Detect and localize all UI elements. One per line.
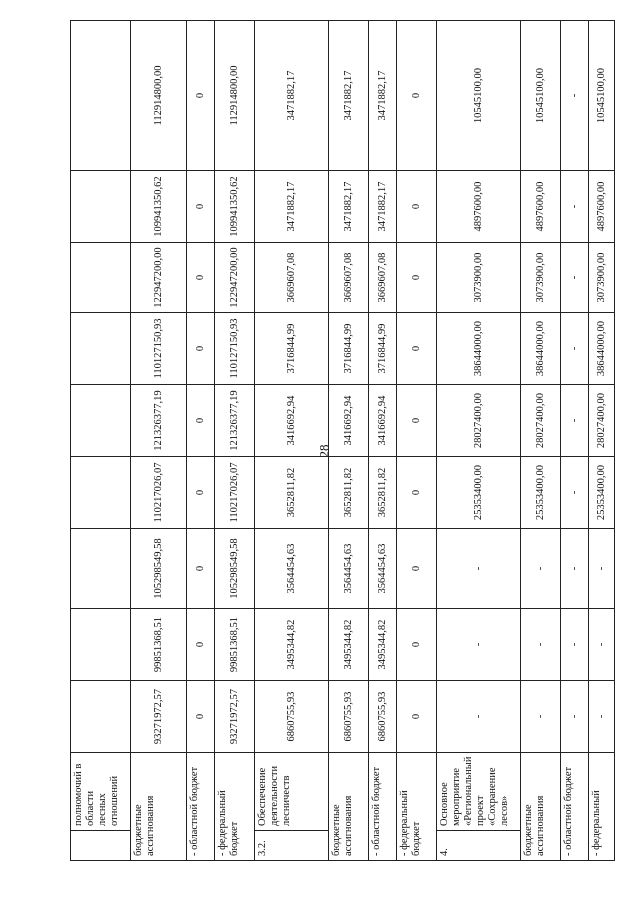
row-number-cell: 4.	[437, 831, 521, 861]
value-cell: -	[521, 609, 561, 681]
value-cell: 3073900,00	[589, 243, 615, 313]
value-cell: 28027400,00	[589, 385, 615, 457]
value-cell: 0	[397, 243, 437, 313]
table-row	[437, 21, 521, 861]
value-cell: 3564454,63	[369, 529, 397, 609]
value-cell: -	[589, 529, 615, 609]
value-cell: 110127150,93	[131, 313, 187, 385]
value-cell: 110217026,07	[215, 457, 255, 529]
value-cell	[71, 681, 131, 753]
value-cell: 3669607,08	[255, 243, 329, 313]
value-cell: 28027400,00	[521, 385, 561, 457]
value-cell: 122947200,00	[215, 243, 255, 313]
value-cell: 121326377,19	[215, 385, 255, 457]
row-label-cell: Основное мероприятие «Региональный проект «Сохранение лесов»	[437, 753, 521, 831]
value-cell: 0	[187, 313, 215, 385]
value-cell: 3073900,00	[521, 243, 561, 313]
value-cell: 112914800,00	[215, 21, 255, 171]
value-cell: 0	[187, 457, 215, 529]
value-cell: -	[589, 609, 615, 681]
table-row	[131, 21, 187, 861]
value-cell: 112914800,00	[131, 21, 187, 171]
value-cell: 25353400,00	[589, 457, 615, 529]
value-cell: 0	[187, 529, 215, 609]
value-cell: 10545100,00	[521, 21, 561, 171]
value-cell: 3669607,08	[329, 243, 369, 313]
value-cell: -	[589, 681, 615, 753]
value-cell: 3471882,17	[255, 21, 329, 171]
value-cell: 3716844,99	[329, 313, 369, 385]
value-cell: 10545100,00	[437, 21, 521, 171]
value-cell: 0	[187, 609, 215, 681]
value-cell	[71, 171, 131, 243]
table-row	[589, 21, 615, 861]
value-cell: -	[561, 21, 589, 171]
value-cell: -	[437, 681, 521, 753]
value-cell: 109941350,62	[131, 171, 187, 243]
value-cell: -	[561, 681, 589, 753]
value-cell: 3652811,82	[255, 457, 329, 529]
table-row	[187, 21, 215, 861]
value-cell: -	[437, 609, 521, 681]
value-cell: 105298549,58	[131, 529, 187, 609]
value-cell: 25353400,00	[437, 457, 521, 529]
row-label-cell: - областной бюджет	[369, 753, 397, 861]
table-row	[255, 21, 329, 861]
row-label-cell: бюджетные ассигнования	[521, 753, 561, 861]
budget-table	[70, 20, 615, 861]
value-cell: 10545100,00	[589, 21, 615, 171]
page-number: 28	[316, 444, 332, 458]
row-label-cell: - областной бюджет	[561, 753, 589, 861]
value-cell: 0	[397, 681, 437, 753]
value-cell: 0	[397, 609, 437, 681]
value-cell: 38644000,00	[437, 313, 521, 385]
row-label-cell: - федеральный	[589, 753, 615, 861]
value-cell: 0	[397, 529, 437, 609]
value-cell: 3416692,94	[329, 385, 369, 457]
row-label-cell: полномочий в области лесных отношений	[71, 753, 131, 831]
value-cell: 38644000,00	[521, 313, 561, 385]
row-label-cell: бюджетные ассигнования	[131, 753, 187, 861]
value-cell: 3471882,17	[329, 21, 369, 171]
value-cell: 110217026,07	[131, 457, 187, 529]
value-cell: 4897600,00	[589, 171, 615, 243]
value-cell: -	[521, 529, 561, 609]
row-label-cell: бюджетные ассигнования	[329, 753, 369, 861]
value-cell: 3564454,63	[255, 529, 329, 609]
value-cell: 0	[187, 385, 215, 457]
value-cell: 93271972,57	[215, 681, 255, 753]
value-cell: 109941350,62	[215, 171, 255, 243]
value-cell: -	[561, 609, 589, 681]
table-row	[397, 21, 437, 861]
value-cell: 99851368,51	[131, 609, 187, 681]
value-cell: 0	[187, 171, 215, 243]
row-label-cell: - федеральный бюджет	[215, 753, 255, 861]
value-cell: 6860755,93	[329, 681, 369, 753]
value-cell: 3471882,17	[369, 21, 397, 171]
value-cell: 0	[397, 171, 437, 243]
value-cell: 0	[187, 681, 215, 753]
table-row	[329, 21, 369, 861]
value-cell: 38644000,00	[589, 313, 615, 385]
value-cell: -	[561, 171, 589, 243]
value-cell: -	[561, 529, 589, 609]
value-cell: -	[561, 457, 589, 529]
table-row	[561, 21, 589, 861]
value-cell: 110127150,93	[215, 313, 255, 385]
value-cell	[71, 243, 131, 313]
value-cell: 122947200,00	[131, 243, 187, 313]
value-cell: 3495344,82	[369, 609, 397, 681]
value-cell: -	[561, 243, 589, 313]
value-cell	[71, 609, 131, 681]
row-number-cell: 3.2.	[255, 831, 329, 861]
value-cell: 3471882,17	[329, 171, 369, 243]
value-cell: 3471882,17	[255, 171, 329, 243]
value-cell: -	[521, 681, 561, 753]
value-cell: 3716844,99	[255, 313, 329, 385]
table-row	[369, 21, 397, 861]
value-cell: 3495344,82	[329, 609, 369, 681]
value-cell: 3416692,94	[369, 385, 397, 457]
value-cell: 3471882,17	[369, 171, 397, 243]
table-row	[215, 21, 255, 861]
value-cell	[71, 457, 131, 529]
value-cell: 6860755,93	[369, 681, 397, 753]
value-cell: 0	[397, 457, 437, 529]
value-cell: -	[561, 313, 589, 385]
value-cell: 3652811,82	[369, 457, 397, 529]
value-cell: 6860755,93	[255, 681, 329, 753]
value-cell: 0	[397, 385, 437, 457]
value-cell: 3416692,94	[255, 385, 329, 457]
value-cell: -	[561, 385, 589, 457]
value-cell	[71, 21, 131, 171]
value-cell: 0	[187, 21, 215, 171]
row-label-cell: - областной бюджет	[187, 753, 215, 861]
value-cell: 99851368,51	[215, 609, 255, 681]
value-cell: 3652811,82	[329, 457, 369, 529]
value-cell: 3495344,82	[255, 609, 329, 681]
row-label-cell: - федеральный бюджет	[397, 753, 437, 861]
value-cell: 4897600,00	[437, 171, 521, 243]
value-cell: 25353400,00	[521, 457, 561, 529]
value-cell	[71, 385, 131, 457]
value-cell: 3669607,08	[369, 243, 397, 313]
value-cell: 3073900,00	[437, 243, 521, 313]
value-cell: 93271972,57	[131, 681, 187, 753]
table-row	[521, 21, 561, 861]
value-cell: 105298549,58	[215, 529, 255, 609]
value-cell: 28027400,00	[437, 385, 521, 457]
table-row	[71, 21, 131, 861]
rotated-budget-table	[70, 21, 607, 861]
value-cell: 3716844,99	[369, 313, 397, 385]
value-cell: 121326377,19	[131, 385, 187, 457]
value-cell	[71, 313, 131, 385]
value-cell: 3564454,63	[329, 529, 369, 609]
value-cell: -	[437, 529, 521, 609]
value-cell	[71, 529, 131, 609]
row-number-cell	[71, 831, 131, 861]
value-cell: 4897600,00	[521, 171, 561, 243]
value-cell: 0	[187, 243, 215, 313]
value-cell: 0	[397, 313, 437, 385]
value-cell: 0	[397, 21, 437, 171]
row-label-cell: Обеспечение деятельности лесничеств	[255, 753, 329, 831]
